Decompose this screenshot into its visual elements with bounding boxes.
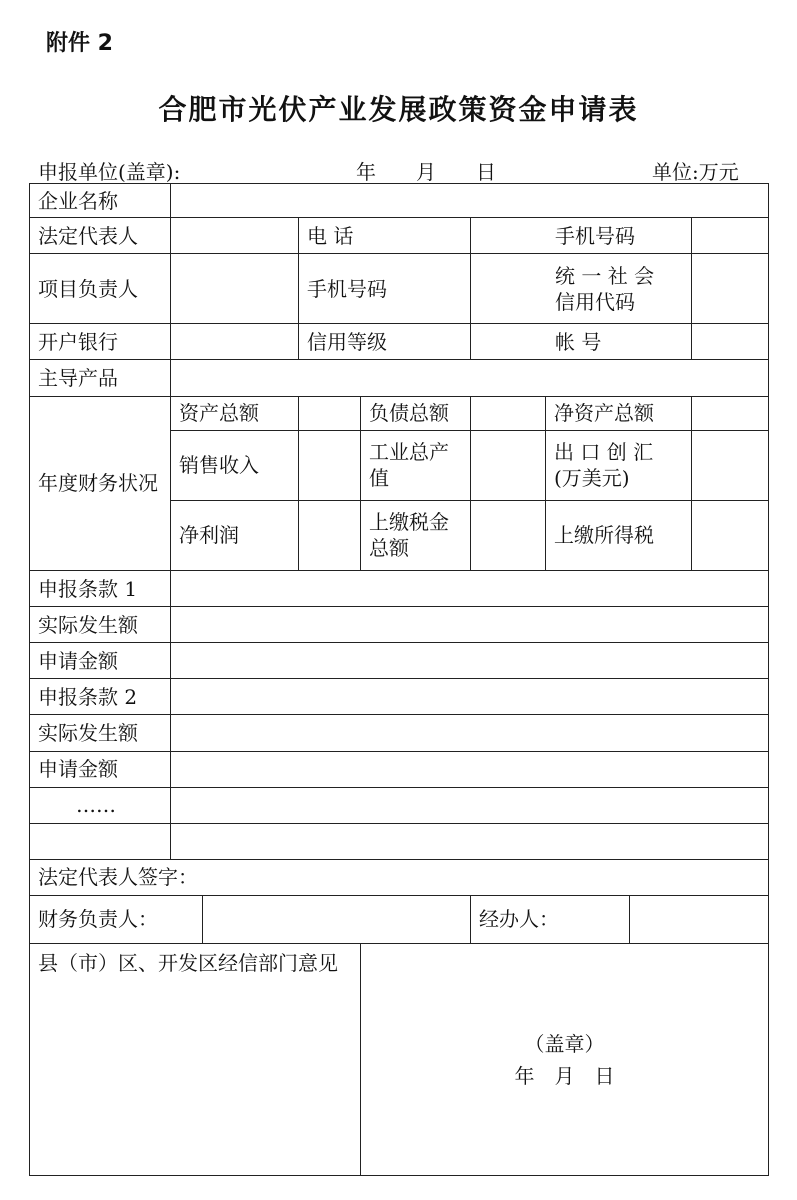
table-row xyxy=(30,254,769,324)
credit-code-field[interactable] xyxy=(692,254,769,324)
clause-2-field[interactable] xyxy=(171,679,769,715)
net-assets-label: 净资产总额 xyxy=(546,396,692,430)
blank-label xyxy=(30,823,171,859)
table-row xyxy=(30,184,769,218)
mobile-field[interactable] xyxy=(692,218,769,254)
export-earnings-line-1: 出 口 创 汇 xyxy=(554,440,654,465)
mobile-label: 手机号码 xyxy=(471,218,692,254)
credit-code-label xyxy=(471,254,692,324)
legal-rep-label: 法定代表人 xyxy=(30,218,171,254)
net-assets-field[interactable] xyxy=(692,396,769,430)
finance-status-label: 年度财务状况 xyxy=(30,396,171,571)
sales-revenue-field[interactable] xyxy=(299,430,361,500)
company-name-label: 企业名称 xyxy=(30,184,171,218)
finance-head-label: 财务负责人： xyxy=(30,895,203,943)
application-form-table xyxy=(29,183,769,1176)
project-lead-label: 项目负责人 xyxy=(30,254,171,324)
table-row xyxy=(30,895,769,943)
legal-rep-signature-label[interactable]: 法定代表人签字： xyxy=(30,859,769,895)
table-row xyxy=(30,944,769,1176)
account-field[interactable] xyxy=(692,324,769,360)
income-tax-label: 上缴所得税 xyxy=(546,500,692,570)
net-profit-label: 净利润 xyxy=(171,500,299,570)
table-row xyxy=(30,859,769,895)
total-assets-label: 资产总额 xyxy=(171,396,299,430)
main-product-label: 主导产品 xyxy=(30,360,171,396)
project-lead-field[interactable] xyxy=(171,254,299,324)
main-product-field[interactable] xyxy=(171,360,769,396)
bank-label: 开户银行 xyxy=(30,324,171,360)
blank-field[interactable] xyxy=(171,823,769,859)
income-tax-field[interactable] xyxy=(692,500,769,570)
actual-amount-2-field[interactable] xyxy=(171,715,769,751)
ellipsis-label: …… xyxy=(30,787,171,823)
project-lead-mobile-label: 手机号码 xyxy=(299,254,471,324)
finance-head-field[interactable] xyxy=(203,895,471,943)
actual-amount-2-label: 实际发生额 xyxy=(30,715,171,751)
clause-1-field[interactable] xyxy=(171,571,769,607)
requested-amount-2-field[interactable] xyxy=(171,751,769,787)
table-row xyxy=(30,787,769,823)
table-row xyxy=(30,823,769,859)
header-month: 月 xyxy=(416,160,436,184)
table-row xyxy=(30,324,769,360)
header-year: 年 xyxy=(356,160,376,184)
applicant-label: 申报单位(盖章): xyxy=(38,160,181,184)
handler-label: 经办人： xyxy=(471,895,630,943)
export-earnings-label xyxy=(546,430,692,500)
table-row xyxy=(30,607,769,643)
header-day: 日 xyxy=(476,160,496,184)
bank-field[interactable] xyxy=(171,324,299,360)
clause-2-label: 申报条款 2 xyxy=(30,679,171,715)
requested-amount-1-label: 申请金额 xyxy=(30,643,171,679)
company-name-field[interactable] xyxy=(171,184,769,218)
credit-code-line-2: 信用代码 xyxy=(555,289,635,314)
industrial-output-label: 工业总产值 xyxy=(361,430,471,500)
table-row xyxy=(30,571,769,607)
unit-label: 单位:万元 xyxy=(652,160,739,184)
industrial-output-field[interactable] xyxy=(471,430,546,500)
district-opinion-label[interactable]: 县（市）区、开发区经信部门意见 xyxy=(30,944,361,1176)
table-row xyxy=(30,360,769,396)
total-liabilities-field[interactable] xyxy=(471,396,546,430)
requested-amount-1-field[interactable] xyxy=(171,643,769,679)
seal-date: 年 月 日 xyxy=(514,1063,615,1088)
taxes-paid-field[interactable] xyxy=(471,500,546,570)
form-title: 合肥市光伏产业发展政策资金申请表 xyxy=(158,93,639,126)
total-liabilities-label: 负债总额 xyxy=(361,396,471,430)
export-earnings-line-2: (万美元) xyxy=(554,466,630,491)
attachment-label: 附件 2 xyxy=(46,31,113,56)
account-label: 帐 号 xyxy=(471,324,692,360)
seal-area[interactable] xyxy=(361,944,769,1176)
table-row xyxy=(30,751,769,787)
ellipsis-field[interactable] xyxy=(171,787,769,823)
legal-rep-field[interactable] xyxy=(171,218,299,254)
seal-label: （盖章） xyxy=(524,1031,605,1056)
table-row xyxy=(30,218,769,254)
credit-code-line-1: 统 一 社 会 xyxy=(555,263,655,288)
requested-amount-2-label: 申请金额 xyxy=(30,751,171,787)
total-assets-field[interactable] xyxy=(299,396,361,430)
phone-label: 电 话 xyxy=(299,218,471,254)
table-row xyxy=(30,679,769,715)
credit-level-label: 信用等级 xyxy=(299,324,471,360)
net-profit-field[interactable] xyxy=(299,500,361,570)
table-row xyxy=(30,643,769,679)
handler-field[interactable] xyxy=(630,895,769,943)
table-row xyxy=(30,396,769,430)
actual-amount-1-field[interactable] xyxy=(171,607,769,643)
export-earnings-field[interactable] xyxy=(692,430,769,500)
sales-revenue-label: 销售收入 xyxy=(171,430,299,500)
clause-1-label: 申报条款 1 xyxy=(30,571,171,607)
taxes-paid-label: 上缴税金总额 xyxy=(361,500,471,570)
actual-amount-1-label: 实际发生额 xyxy=(30,607,171,643)
table-row xyxy=(30,715,769,751)
